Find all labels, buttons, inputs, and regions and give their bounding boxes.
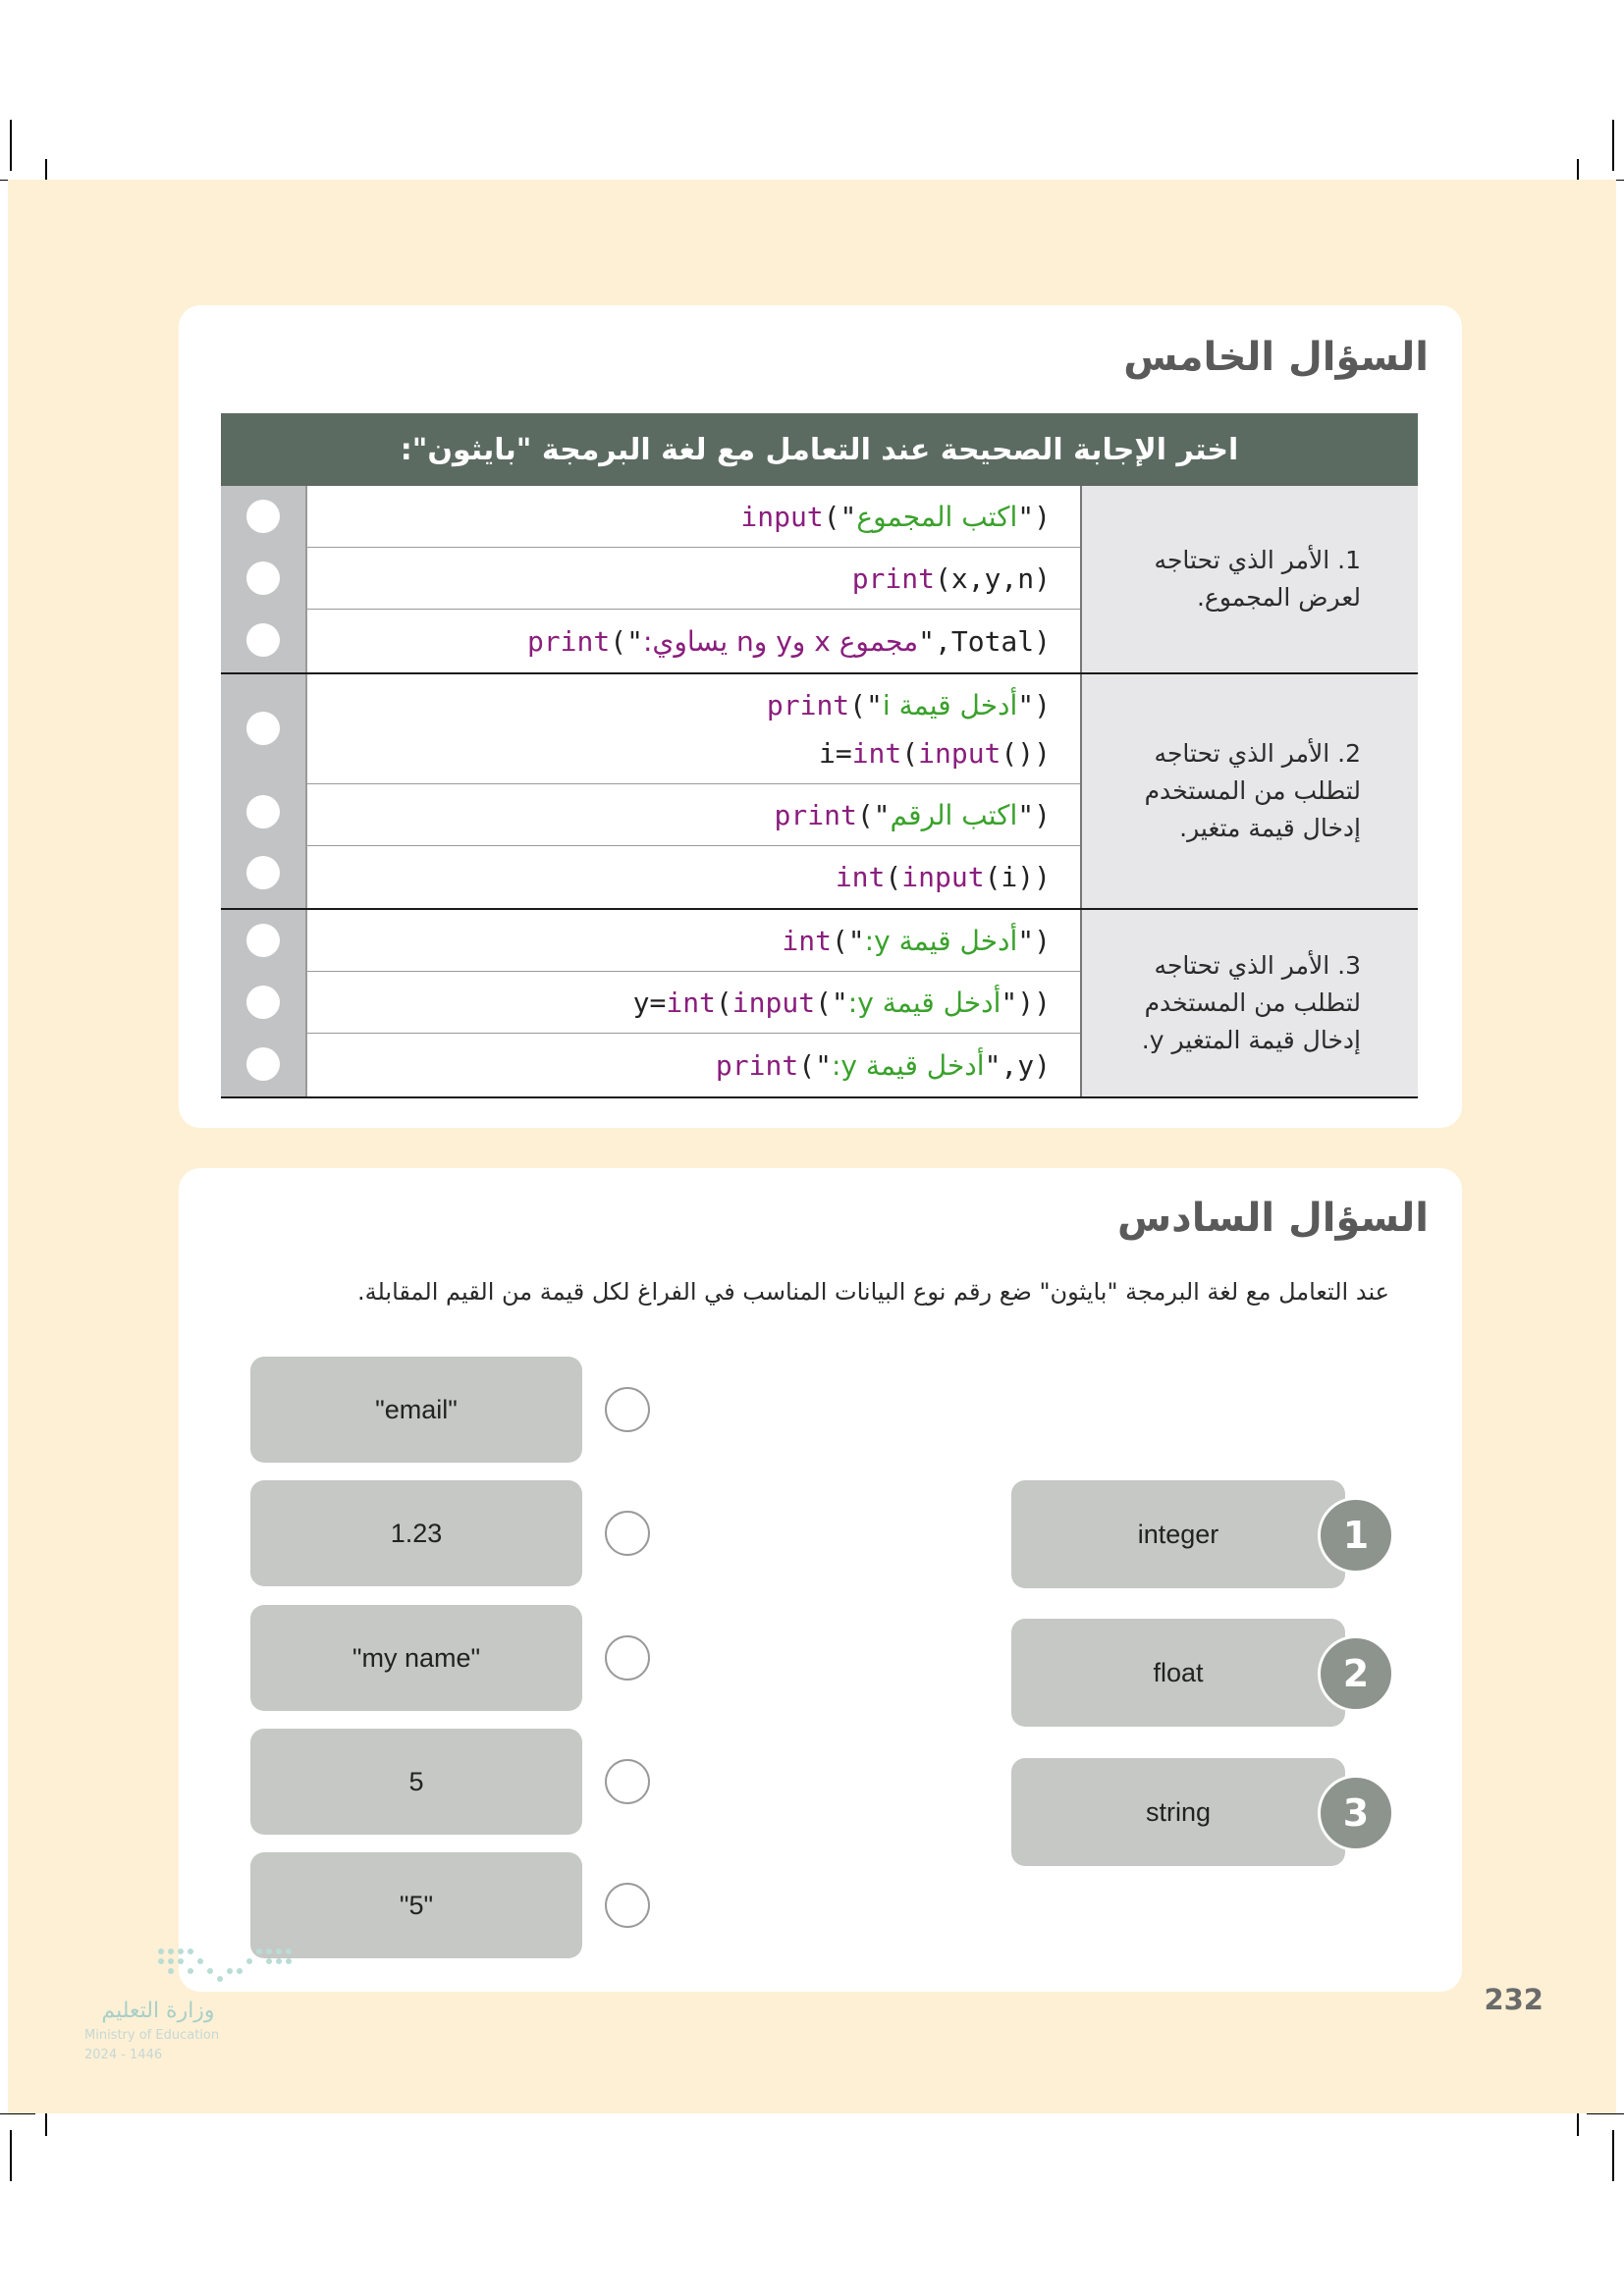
logo-year-text: 2024 - 1446 — [84, 2048, 163, 2062]
question-6-title: السؤال السادس — [1116, 1196, 1429, 1241]
option[interactable]: int (" أدخل قيمة y: ") — [307, 910, 1080, 972]
number-badge: 1 — [1318, 1497, 1394, 1574]
question-text: 2. الأمر الذي تحتاجه لتطلب من المستخدم إدخال قيمة متغير. — [1080, 674, 1418, 908]
question-group-2 — [221, 674, 1418, 910]
question-text: 1. الأمر الذي تحتاجه لعرض المجموع. — [1080, 486, 1418, 672]
page-number: 232 — [1484, 1983, 1543, 2016]
type-box-integer: integer — [1011, 1480, 1345, 1588]
option[interactable]: print (" مجموع x وy وn يساوي: ",Total) — [526, 624, 1051, 658]
question-text: 3. الأمر الذي تحتاجه لتطلب من المستخدم إدخال قيمة المتغير y. — [1080, 910, 1418, 1096]
table-header: اختر الإجابة الصحيحة عند التعامل مع لغة البرمجة "بايثون": — [221, 413, 1418, 486]
options-column — [307, 674, 1080, 908]
value-box: "5" — [250, 1852, 582, 1958]
radio-button[interactable] — [246, 623, 280, 657]
question-5-title: السؤال الخامس — [1123, 335, 1429, 380]
value-box: 1.23 — [250, 1480, 582, 1586]
answer-blank[interactable] — [605, 1635, 650, 1681]
mcq-table — [221, 413, 1418, 1098]
value-box: 5 — [250, 1729, 582, 1835]
option[interactable]: print (" اكتب الرقم ") — [307, 784, 1080, 846]
answer-blank[interactable] — [605, 1387, 650, 1432]
answer-blank[interactable] — [605, 1511, 650, 1556]
type-box-float: float — [1011, 1619, 1345, 1727]
question-group-3 — [221, 910, 1418, 1098]
option[interactable]: y= int ( input (" أدخل قيمة y: ")) — [307, 972, 1080, 1034]
radio-button[interactable] — [246, 986, 280, 1019]
logo-arabic-text: وزارة التعليم — [101, 1999, 215, 2023]
radio-button[interactable] — [246, 712, 280, 745]
answer-blank[interactable] — [605, 1759, 650, 1804]
instruction-text: عند التعامل مع لغة البرمجة "بايثون" ضع رقم نوع البيانات المناسب في الفراغ لكل قيمة من القيم المقابلة. — [356, 1278, 1389, 1306]
crop-mark — [10, 120, 12, 171]
crop-mark — [10, 2130, 12, 2181]
radio-column — [221, 674, 307, 908]
option[interactable]: input (" اكتب المجموع ") — [307, 486, 1080, 548]
question-6-card — [179, 1168, 1462, 1992]
radio-button[interactable] — [246, 795, 280, 828]
radio-button[interactable] — [246, 500, 280, 533]
options-column — [307, 910, 1080, 1096]
option[interactable]: print (" أدخل قيمة y: ",y) — [715, 1048, 1051, 1082]
logo-english-text: Ministry of Education — [84, 2028, 220, 2043]
number-badge: 2 — [1318, 1635, 1394, 1712]
option[interactable]: print (x,y,n) — [307, 548, 1080, 610]
question-5-card — [179, 305, 1462, 1128]
option[interactable]: int ( input (i)) — [835, 861, 1051, 893]
type-box-string: string — [1011, 1758, 1345, 1866]
option[interactable]: print("أدخل قيمة i") i=int(input()) — [307, 674, 1080, 784]
crop-mark — [1587, 2113, 1624, 2114]
answer-blank[interactable] — [605, 1883, 650, 1928]
options-column — [307, 486, 1080, 672]
question-group-1 — [221, 486, 1418, 674]
radio-button[interactable] — [246, 561, 280, 595]
crop-mark — [0, 2113, 35, 2114]
number-badge: 3 — [1318, 1775, 1394, 1851]
crop-mark — [1612, 120, 1614, 171]
value-box: "email" — [250, 1357, 582, 1463]
radio-column — [221, 910, 307, 1096]
radio-column — [221, 486, 307, 672]
radio-button[interactable] — [246, 1047, 280, 1081]
radio-button[interactable] — [246, 924, 280, 957]
value-box: "my name" — [250, 1605, 582, 1711]
radio-button[interactable] — [246, 856, 280, 889]
crop-mark — [1612, 2130, 1614, 2181]
logo-dots-icon — [153, 1944, 300, 1987]
